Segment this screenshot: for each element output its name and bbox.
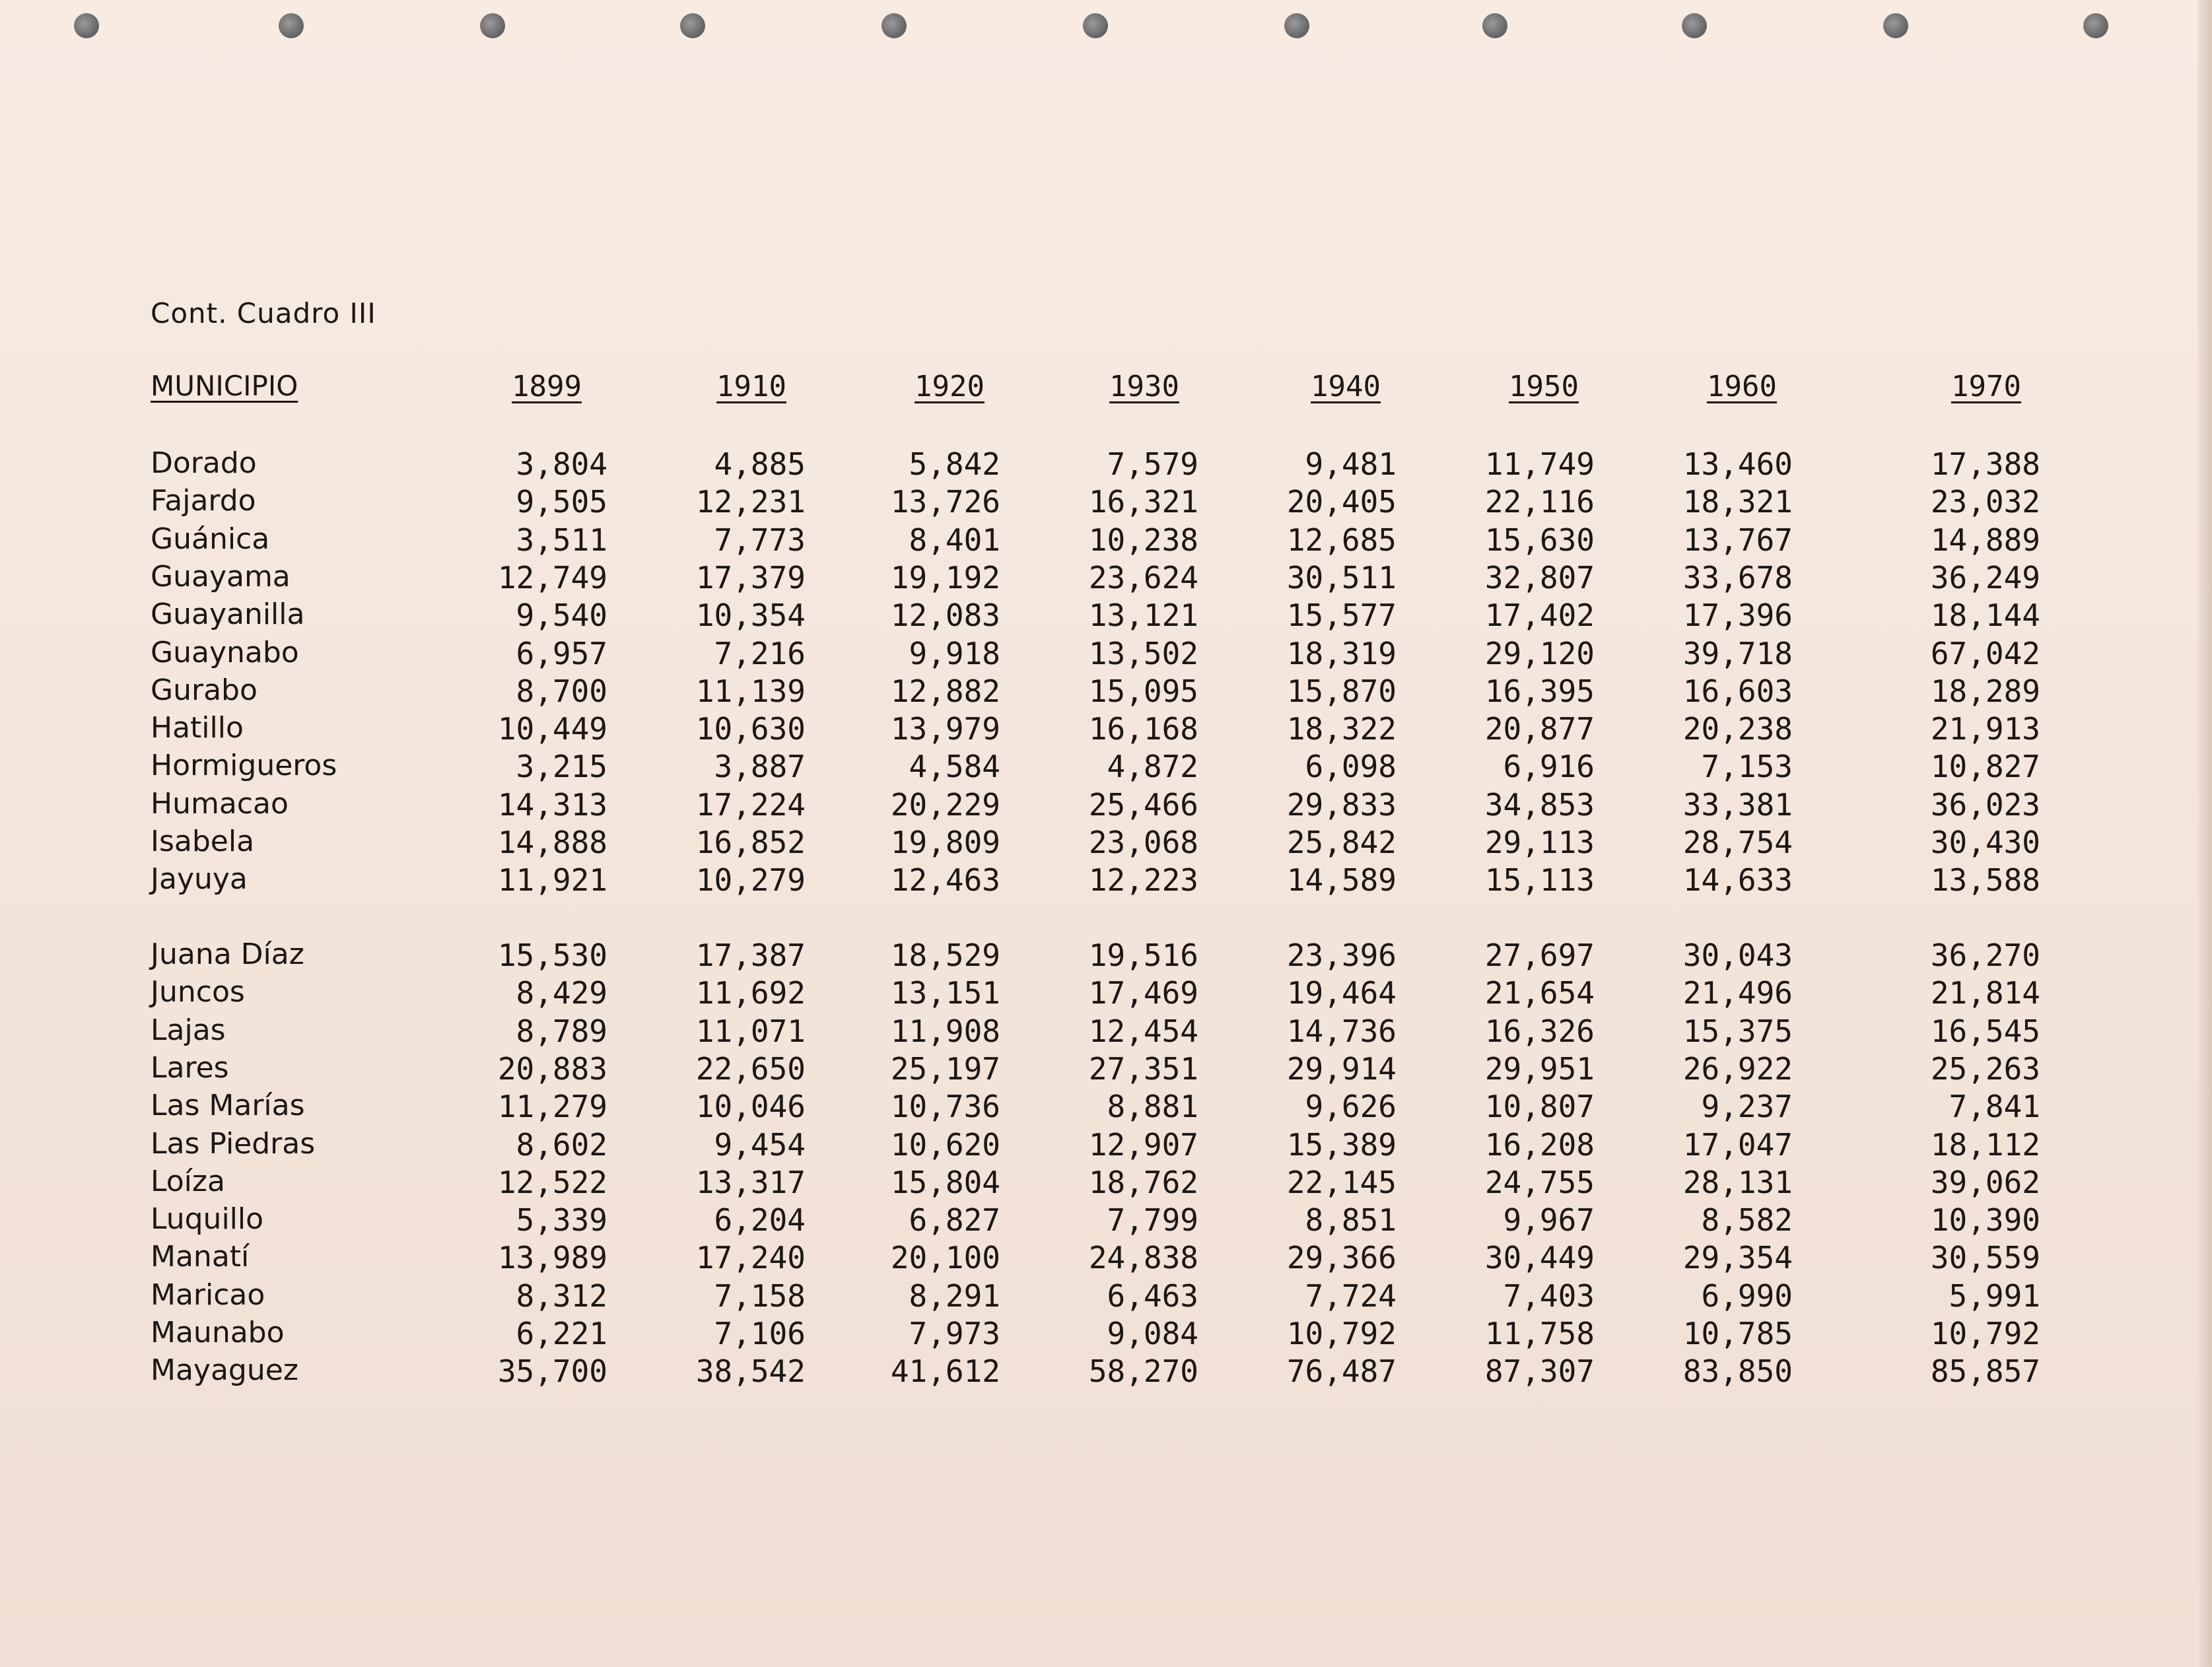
population-cell-1899: 9,540 — [516, 597, 607, 634]
population-cell-1899: 11,279 — [497, 1089, 607, 1125]
header-year-1970: 1970 — [1951, 370, 2021, 403]
population-cell-1920: 20,229 — [890, 786, 1000, 823]
population-cell-1920: 8,291 — [909, 1277, 1000, 1314]
population-cell-1899: 9,505 — [516, 484, 607, 520]
header-municipio: MUNICIPIO — [151, 370, 298, 402]
population-cell-1970: 16,545 — [1930, 1013, 2040, 1049]
population-cell-1940: 23,396 — [1286, 937, 1397, 973]
population-cell-1899: 10,449 — [497, 711, 607, 747]
population-cell-1960: 8,582 — [1701, 1202, 1793, 1239]
population-cell-1970: 10,827 — [1930, 749, 2040, 785]
binder-hole — [279, 13, 304, 38]
population-cell-1970: 36,249 — [1930, 559, 2040, 595]
population-cell-1899: 12,749 — [497, 559, 607, 595]
table-row — [0, 862, 2212, 900]
population-cell-1910: 7,773 — [714, 522, 806, 558]
binder-hole — [680, 13, 705, 38]
population-cell-1920: 5,842 — [909, 446, 1000, 482]
population-cell-1940: 8,851 — [1305, 1202, 1397, 1239]
population-cell-1910: 10,046 — [695, 1089, 806, 1125]
population-cell-1910: 13,317 — [695, 1164, 806, 1200]
binder-hole — [1883, 13, 1908, 38]
population-cell-1970: 7,841 — [1949, 1089, 2040, 1125]
table-row — [0, 825, 2212, 862]
population-cell-1940: 15,870 — [1286, 673, 1397, 709]
municipio-name: Guayama — [151, 559, 291, 594]
population-cell-1899: 8,789 — [516, 1013, 607, 1049]
population-cell-1940: 7,724 — [1305, 1277, 1397, 1314]
population-cell-1970: 36,023 — [1930, 786, 2040, 823]
population-cell-1970: 18,289 — [1930, 673, 2040, 709]
population-cell-1970: 36,270 — [1930, 937, 2040, 973]
population-cell-1899: 3,804 — [516, 446, 607, 482]
population-cell-1899: 15,530 — [497, 937, 607, 973]
population-cell-1940: 9,481 — [1305, 446, 1397, 482]
binder-hole — [480, 13, 505, 38]
table-row — [0, 1013, 2212, 1051]
population-cell-1950: 17,402 — [1484, 597, 1595, 634]
municipio-name: Las Marías — [151, 1089, 305, 1123]
population-cell-1920: 12,083 — [890, 597, 1000, 634]
population-cell-1940: 25,842 — [1286, 825, 1397, 860]
population-cell-1950: 21,654 — [1484, 975, 1595, 1011]
population-cell-1910: 11,139 — [695, 673, 806, 709]
population-cell-1910: 17,379 — [695, 559, 806, 595]
population-cell-1920: 6,827 — [909, 1202, 1000, 1239]
population-cell-1899: 12,522 — [497, 1164, 607, 1200]
population-cell-1960: 10,785 — [1682, 1316, 1793, 1351]
municipio-name: Dorado — [151, 446, 257, 480]
population-cell-1950: 7,403 — [1503, 1277, 1595, 1314]
header-year-1920: 1920 — [915, 370, 985, 403]
population-cell-1910: 17,387 — [695, 937, 806, 973]
population-cell-1940: 76,487 — [1286, 1353, 1397, 1390]
population-cell-1899: 8,602 — [516, 1126, 607, 1163]
table-row — [0, 636, 2212, 673]
population-cell-1940: 10,792 — [1286, 1316, 1397, 1351]
municipio-name: Gurabo — [151, 673, 258, 707]
population-cell-1920: 19,192 — [890, 559, 1000, 595]
population-cell-1940: 14,589 — [1286, 862, 1397, 899]
table-row — [0, 1165, 2212, 1202]
population-cell-1910: 17,224 — [695, 786, 806, 823]
population-cell-1930: 10,238 — [1088, 522, 1198, 558]
population-cell-1930: 8,881 — [1107, 1089, 1198, 1125]
population-cell-1970: 21,913 — [1930, 711, 2040, 747]
population-cell-1930: 13,502 — [1088, 635, 1198, 671]
table-row — [0, 522, 2212, 560]
population-cell-1960: 16,603 — [1682, 673, 1793, 709]
municipio-name: Hatillo — [151, 711, 244, 745]
population-cell-1960: 26,922 — [1682, 1050, 1793, 1087]
population-cell-1910: 10,354 — [695, 597, 806, 634]
binder-hole — [2083, 13, 2108, 38]
population-cell-1940: 30,511 — [1286, 559, 1397, 595]
population-cell-1920: 7,973 — [909, 1316, 1000, 1351]
population-cell-1940: 20,405 — [1286, 484, 1397, 520]
population-cell-1960: 30,043 — [1682, 937, 1793, 973]
binder-hole — [1482, 13, 1507, 38]
header-year-1899: 1899 — [512, 370, 582, 403]
population-cell-1930: 16,168 — [1088, 711, 1198, 747]
population-cell-1899: 3,215 — [516, 749, 607, 785]
population-cell-1940: 12,685 — [1286, 522, 1397, 558]
table-row — [0, 1089, 2212, 1126]
municipio-name: Maunabo — [151, 1316, 285, 1349]
municipio-name: Lares — [151, 1050, 229, 1085]
population-cell-1920: 19,809 — [890, 825, 1000, 860]
population-cell-1970: 30,430 — [1930, 825, 2040, 860]
header-year-1930: 1930 — [1109, 370, 1179, 403]
population-cell-1970: 17,388 — [1930, 446, 2040, 482]
population-cell-1920: 9,918 — [909, 635, 1000, 671]
population-cell-1960: 6,990 — [1701, 1277, 1793, 1314]
population-cell-1970: 14,889 — [1930, 522, 2040, 558]
population-cell-1930: 7,579 — [1107, 446, 1198, 482]
population-cell-1940: 15,389 — [1286, 1126, 1397, 1163]
population-cell-1899: 13,989 — [497, 1240, 607, 1276]
population-cell-1920: 11,908 — [890, 1013, 1000, 1049]
population-cell-1910: 3,887 — [714, 749, 806, 785]
population-cell-1930: 23,624 — [1088, 559, 1198, 595]
municipio-name: Manatí — [151, 1240, 250, 1274]
population-cell-1930: 12,907 — [1088, 1126, 1198, 1163]
population-cell-1950: 16,395 — [1484, 673, 1595, 709]
population-cell-1920: 4,584 — [909, 749, 1000, 785]
population-cell-1940: 6,098 — [1305, 749, 1397, 785]
population-cell-1950: 27,697 — [1484, 937, 1595, 973]
binder-hole — [1083, 13, 1108, 38]
population-cell-1910: 22,650 — [695, 1050, 806, 1087]
population-cell-1950: 16,326 — [1484, 1013, 1595, 1049]
population-cell-1960: 33,678 — [1682, 559, 1793, 595]
population-cell-1960: 7,153 — [1701, 749, 1793, 785]
population-cell-1930: 25,466 — [1088, 786, 1198, 823]
table-row — [0, 787, 2212, 825]
population-cell-1960: 20,238 — [1682, 711, 1793, 747]
population-cell-1930: 24,838 — [1088, 1240, 1198, 1276]
population-cell-1930: 7,799 — [1107, 1202, 1198, 1239]
population-cell-1950: 6,916 — [1503, 749, 1595, 785]
population-cell-1899: 6,221 — [516, 1316, 607, 1351]
population-cell-1960: 13,767 — [1682, 522, 1793, 558]
population-cell-1960: 28,754 — [1682, 825, 1793, 860]
population-cell-1960: 17,047 — [1682, 1126, 1793, 1163]
binder-hole — [881, 13, 907, 38]
table-row — [0, 1278, 2212, 1316]
municipio-name: Mayaguez — [151, 1353, 298, 1388]
population-cell-1950: 34,853 — [1484, 786, 1595, 823]
population-cell-1940: 18,322 — [1286, 711, 1397, 747]
population-cell-1920: 13,979 — [890, 711, 1000, 747]
population-cell-1930: 9,084 — [1107, 1316, 1198, 1351]
table-row — [0, 975, 2212, 1013]
population-cell-1920: 13,726 — [890, 484, 1000, 520]
table-row — [0, 1202, 2212, 1240]
population-cell-1950: 15,113 — [1484, 862, 1595, 899]
population-cell-1899: 20,883 — [497, 1050, 607, 1087]
population-cell-1970: 25,263 — [1930, 1050, 2040, 1087]
population-cell-1960: 21,496 — [1682, 975, 1793, 1011]
table-row — [0, 673, 2212, 711]
population-cell-1970: 23,032 — [1930, 484, 2040, 520]
table-row — [0, 560, 2212, 597]
population-cell-1910: 7,158 — [714, 1277, 806, 1314]
population-cell-1899: 5,339 — [516, 1202, 607, 1239]
population-cell-1899: 35,700 — [497, 1353, 607, 1390]
header-year-1960: 1960 — [1707, 370, 1777, 403]
population-cell-1910: 9,454 — [714, 1126, 806, 1163]
municipio-name: Maricao — [151, 1277, 265, 1312]
population-cell-1950: 16,208 — [1484, 1126, 1595, 1163]
population-cell-1970: 30,559 — [1930, 1240, 2040, 1276]
table-row — [0, 937, 2212, 975]
population-cell-1910: 4,885 — [714, 446, 806, 482]
population-cell-1899: 14,313 — [497, 786, 607, 823]
header-year-1940: 1940 — [1311, 370, 1381, 403]
population-cell-1920: 10,620 — [890, 1126, 1000, 1163]
population-cell-1960: 83,850 — [1682, 1353, 1793, 1390]
population-cell-1910: 10,279 — [695, 862, 806, 899]
population-cell-1920: 12,882 — [890, 673, 1000, 709]
table-row — [0, 1240, 2212, 1277]
population-cell-1960: 33,381 — [1682, 786, 1793, 823]
binder-hole — [1682, 13, 1707, 38]
population-cell-1960: 28,131 — [1682, 1164, 1793, 1200]
population-cell-1940: 14,736 — [1286, 1013, 1397, 1049]
population-cell-1899: 8,312 — [516, 1277, 607, 1314]
population-cell-1960: 39,718 — [1682, 635, 1793, 671]
municipio-name: Jayuya — [151, 862, 248, 897]
population-cell-1930: 13,121 — [1088, 597, 1198, 634]
population-cell-1950: 11,749 — [1484, 446, 1595, 482]
header-year-1910: 1910 — [716, 370, 786, 403]
population-cell-1960: 29,354 — [1682, 1240, 1793, 1276]
population-cell-1899: 6,957 — [516, 635, 607, 671]
population-cell-1920: 41,612 — [890, 1353, 1000, 1390]
population-cell-1970: 85,857 — [1930, 1353, 2040, 1390]
population-cell-1899: 8,429 — [516, 975, 607, 1011]
population-cell-1910: 7,106 — [714, 1316, 806, 1351]
population-cell-1930: 6,463 — [1107, 1277, 1198, 1314]
table-row — [0, 749, 2212, 786]
table-row — [0, 1353, 2212, 1391]
population-cell-1960: 13,460 — [1682, 446, 1793, 482]
population-cell-1940: 22,145 — [1286, 1164, 1397, 1200]
population-cell-1910: 6,204 — [714, 1202, 806, 1239]
municipio-name: Las Piedras — [151, 1126, 316, 1161]
municipio-name: Juana Díaz — [151, 937, 304, 971]
municipio-name: Luquillo — [151, 1202, 264, 1237]
population-cell-1970: 18,112 — [1930, 1126, 2040, 1163]
population-cell-1960: 14,633 — [1682, 862, 1793, 899]
population-cell-1920: 13,151 — [890, 975, 1000, 1011]
population-cell-1940: 29,833 — [1286, 786, 1397, 823]
population-cell-1920: 20,100 — [890, 1240, 1000, 1276]
table-row — [0, 484, 2212, 522]
population-cell-1930: 58,270 — [1088, 1353, 1198, 1390]
population-cell-1910: 11,071 — [695, 1013, 806, 1049]
population-cell-1970: 39,062 — [1930, 1164, 2040, 1200]
population-cell-1930: 18,762 — [1088, 1164, 1198, 1200]
population-cell-1950: 20,877 — [1484, 711, 1595, 747]
population-cell-1970: 10,390 — [1930, 1202, 2040, 1239]
population-cell-1960: 15,375 — [1682, 1013, 1793, 1049]
population-cell-1960: 18,321 — [1682, 484, 1793, 520]
population-cell-1970: 5,991 — [1949, 1277, 2040, 1314]
population-cell-1910: 10,630 — [695, 711, 806, 747]
municipio-name: Hormigueros — [151, 749, 337, 783]
table-row — [0, 597, 2212, 635]
population-cell-1950: 11,758 — [1484, 1316, 1595, 1351]
population-cell-1920: 10,736 — [890, 1089, 1000, 1125]
population-cell-1920: 12,463 — [890, 862, 1000, 899]
population-cell-1899: 8,700 — [516, 673, 607, 709]
municipio-name: Juncos — [151, 975, 245, 1009]
population-cell-1950: 29,120 — [1484, 635, 1595, 671]
population-cell-1930: 12,223 — [1088, 862, 1198, 899]
municipio-name: Isabela — [151, 825, 255, 858]
population-cell-1930: 4,872 — [1107, 749, 1198, 785]
municipio-name: Loíza — [151, 1164, 225, 1198]
population-cell-1950: 29,951 — [1484, 1050, 1595, 1087]
population-cell-1950: 10,807 — [1484, 1089, 1595, 1125]
population-cell-1910: 11,692 — [695, 975, 806, 1011]
municipio-name: Guaynabo — [151, 635, 299, 669]
population-cell-1950: 87,307 — [1484, 1353, 1595, 1390]
population-cell-1970: 18,144 — [1930, 597, 2040, 634]
header-year-1950: 1950 — [1509, 370, 1579, 403]
population-cell-1910: 7,216 — [714, 635, 806, 671]
population-cell-1940: 29,366 — [1286, 1240, 1397, 1276]
population-cell-1920: 15,804 — [890, 1164, 1000, 1200]
table-row — [0, 1316, 2212, 1353]
population-cell-1930: 16,321 — [1088, 484, 1198, 520]
population-cell-1920: 8,401 — [909, 522, 1000, 558]
population-cell-1950: 30,449 — [1484, 1240, 1595, 1276]
population-cell-1950: 9,967 — [1503, 1202, 1595, 1239]
table-row — [0, 1127, 2212, 1165]
population-cell-1910: 38,542 — [695, 1353, 806, 1390]
table-row — [0, 1051, 2212, 1089]
population-cell-1940: 9,626 — [1305, 1089, 1397, 1125]
population-cell-1930: 17,469 — [1088, 975, 1198, 1011]
population-cell-1899: 11,921 — [497, 862, 607, 899]
population-cell-1950: 24,755 — [1484, 1164, 1595, 1200]
population-cell-1899: 3,511 — [516, 522, 607, 558]
population-cell-1970: 10,792 — [1930, 1316, 2040, 1351]
municipio-name: Guayanilla — [151, 597, 305, 632]
population-cell-1930: 23,068 — [1088, 825, 1198, 860]
population-cell-1910: 12,231 — [695, 484, 806, 520]
population-cell-1930: 19,516 — [1088, 937, 1198, 973]
population-cell-1920: 18,529 — [890, 937, 1000, 973]
binder-hole — [1284, 13, 1309, 38]
population-cell-1970: 13,588 — [1930, 862, 2040, 899]
population-cell-1940: 15,577 — [1286, 597, 1397, 634]
population-cell-1960: 9,237 — [1701, 1089, 1793, 1125]
population-cell-1910: 16,852 — [695, 825, 806, 860]
population-cell-1970: 67,042 — [1930, 635, 2040, 671]
table-row — [0, 711, 2212, 749]
population-cell-1930: 12,454 — [1088, 1013, 1198, 1049]
population-cell-1930: 27,351 — [1088, 1050, 1198, 1087]
population-cell-1920: 25,197 — [890, 1050, 1000, 1087]
municipio-name: Fajardo — [151, 484, 256, 518]
population-cell-1950: 22,116 — [1484, 484, 1595, 520]
table-caption: Cont. Cuadro III — [151, 297, 376, 329]
population-cell-1970: 21,814 — [1930, 975, 2040, 1011]
population-cell-1950: 15,630 — [1484, 522, 1595, 558]
population-cell-1940: 29,914 — [1286, 1050, 1397, 1087]
municipio-name: Lajas — [151, 1013, 226, 1047]
population-cell-1930: 15,095 — [1088, 673, 1198, 709]
population-cell-1940: 18,319 — [1286, 635, 1397, 671]
population-cell-1960: 17,396 — [1682, 597, 1793, 634]
population-cell-1940: 19,464 — [1286, 975, 1397, 1011]
population-cell-1910: 17,240 — [695, 1240, 806, 1276]
table-row — [0, 446, 2212, 484]
population-cell-1950: 29,113 — [1484, 825, 1595, 860]
municipio-name: Humacao — [151, 786, 289, 821]
binder-hole — [74, 13, 99, 38]
population-cell-1899: 14,888 — [497, 825, 607, 860]
municipio-name: Guánica — [151, 522, 270, 556]
population-cell-1950: 32,807 — [1484, 559, 1595, 595]
